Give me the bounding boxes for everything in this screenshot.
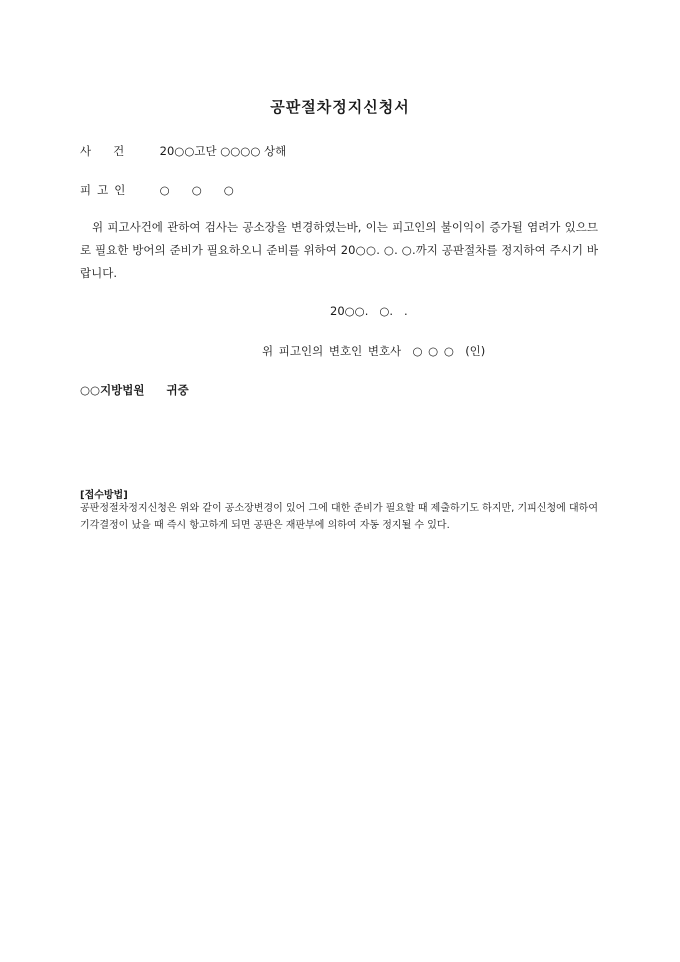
- defendant-row: [80, 182, 256, 198]
- defendant-label: 피고인: [80, 183, 132, 197]
- petition-body: 위 피고사건에 관하여 검사는 공소장을 변경하였는바, 이는 피고인의 불이익이 증가될 염려가 있으므로 필요한 방어의 준비가 필요하오니 준비를 위하여 20○○. ○. ○.까지 공판절차를 정지하여 주시기 바랍니다.: [80, 220, 598, 280]
- court-addressee: [80, 382, 211, 398]
- signer-line: 위 피고인의 변호인 변호사 ○ ○ ○ (인): [262, 344, 486, 358]
- defendant-value: ○○○: [159, 183, 256, 197]
- court-suffix: 귀중: [166, 383, 189, 397]
- note-text: 공판정절차정지신청은 위와 같이 공소장변경이 있어 그에 대한 준비가 필요할 때 제출하기도 하지만, 기피신청에 대하여 기각결정이 났을 때 즉시 항고하게 되면 공판은 재판부에 의하여 자동 정지될 수 있다.: [80, 503, 598, 531]
- case-value: 20○○고단 ○○○○ 상해: [159, 144, 287, 158]
- filing-date: 20○○. ○. .: [330, 304, 408, 318]
- court-name: ○○지방법원: [80, 383, 145, 397]
- case-row: [80, 143, 286, 159]
- case-label: 사건: [80, 144, 147, 158]
- document-title: 공판절차정지신청서: [270, 98, 410, 116]
- note-heading: [접수방법]: [80, 490, 128, 501]
